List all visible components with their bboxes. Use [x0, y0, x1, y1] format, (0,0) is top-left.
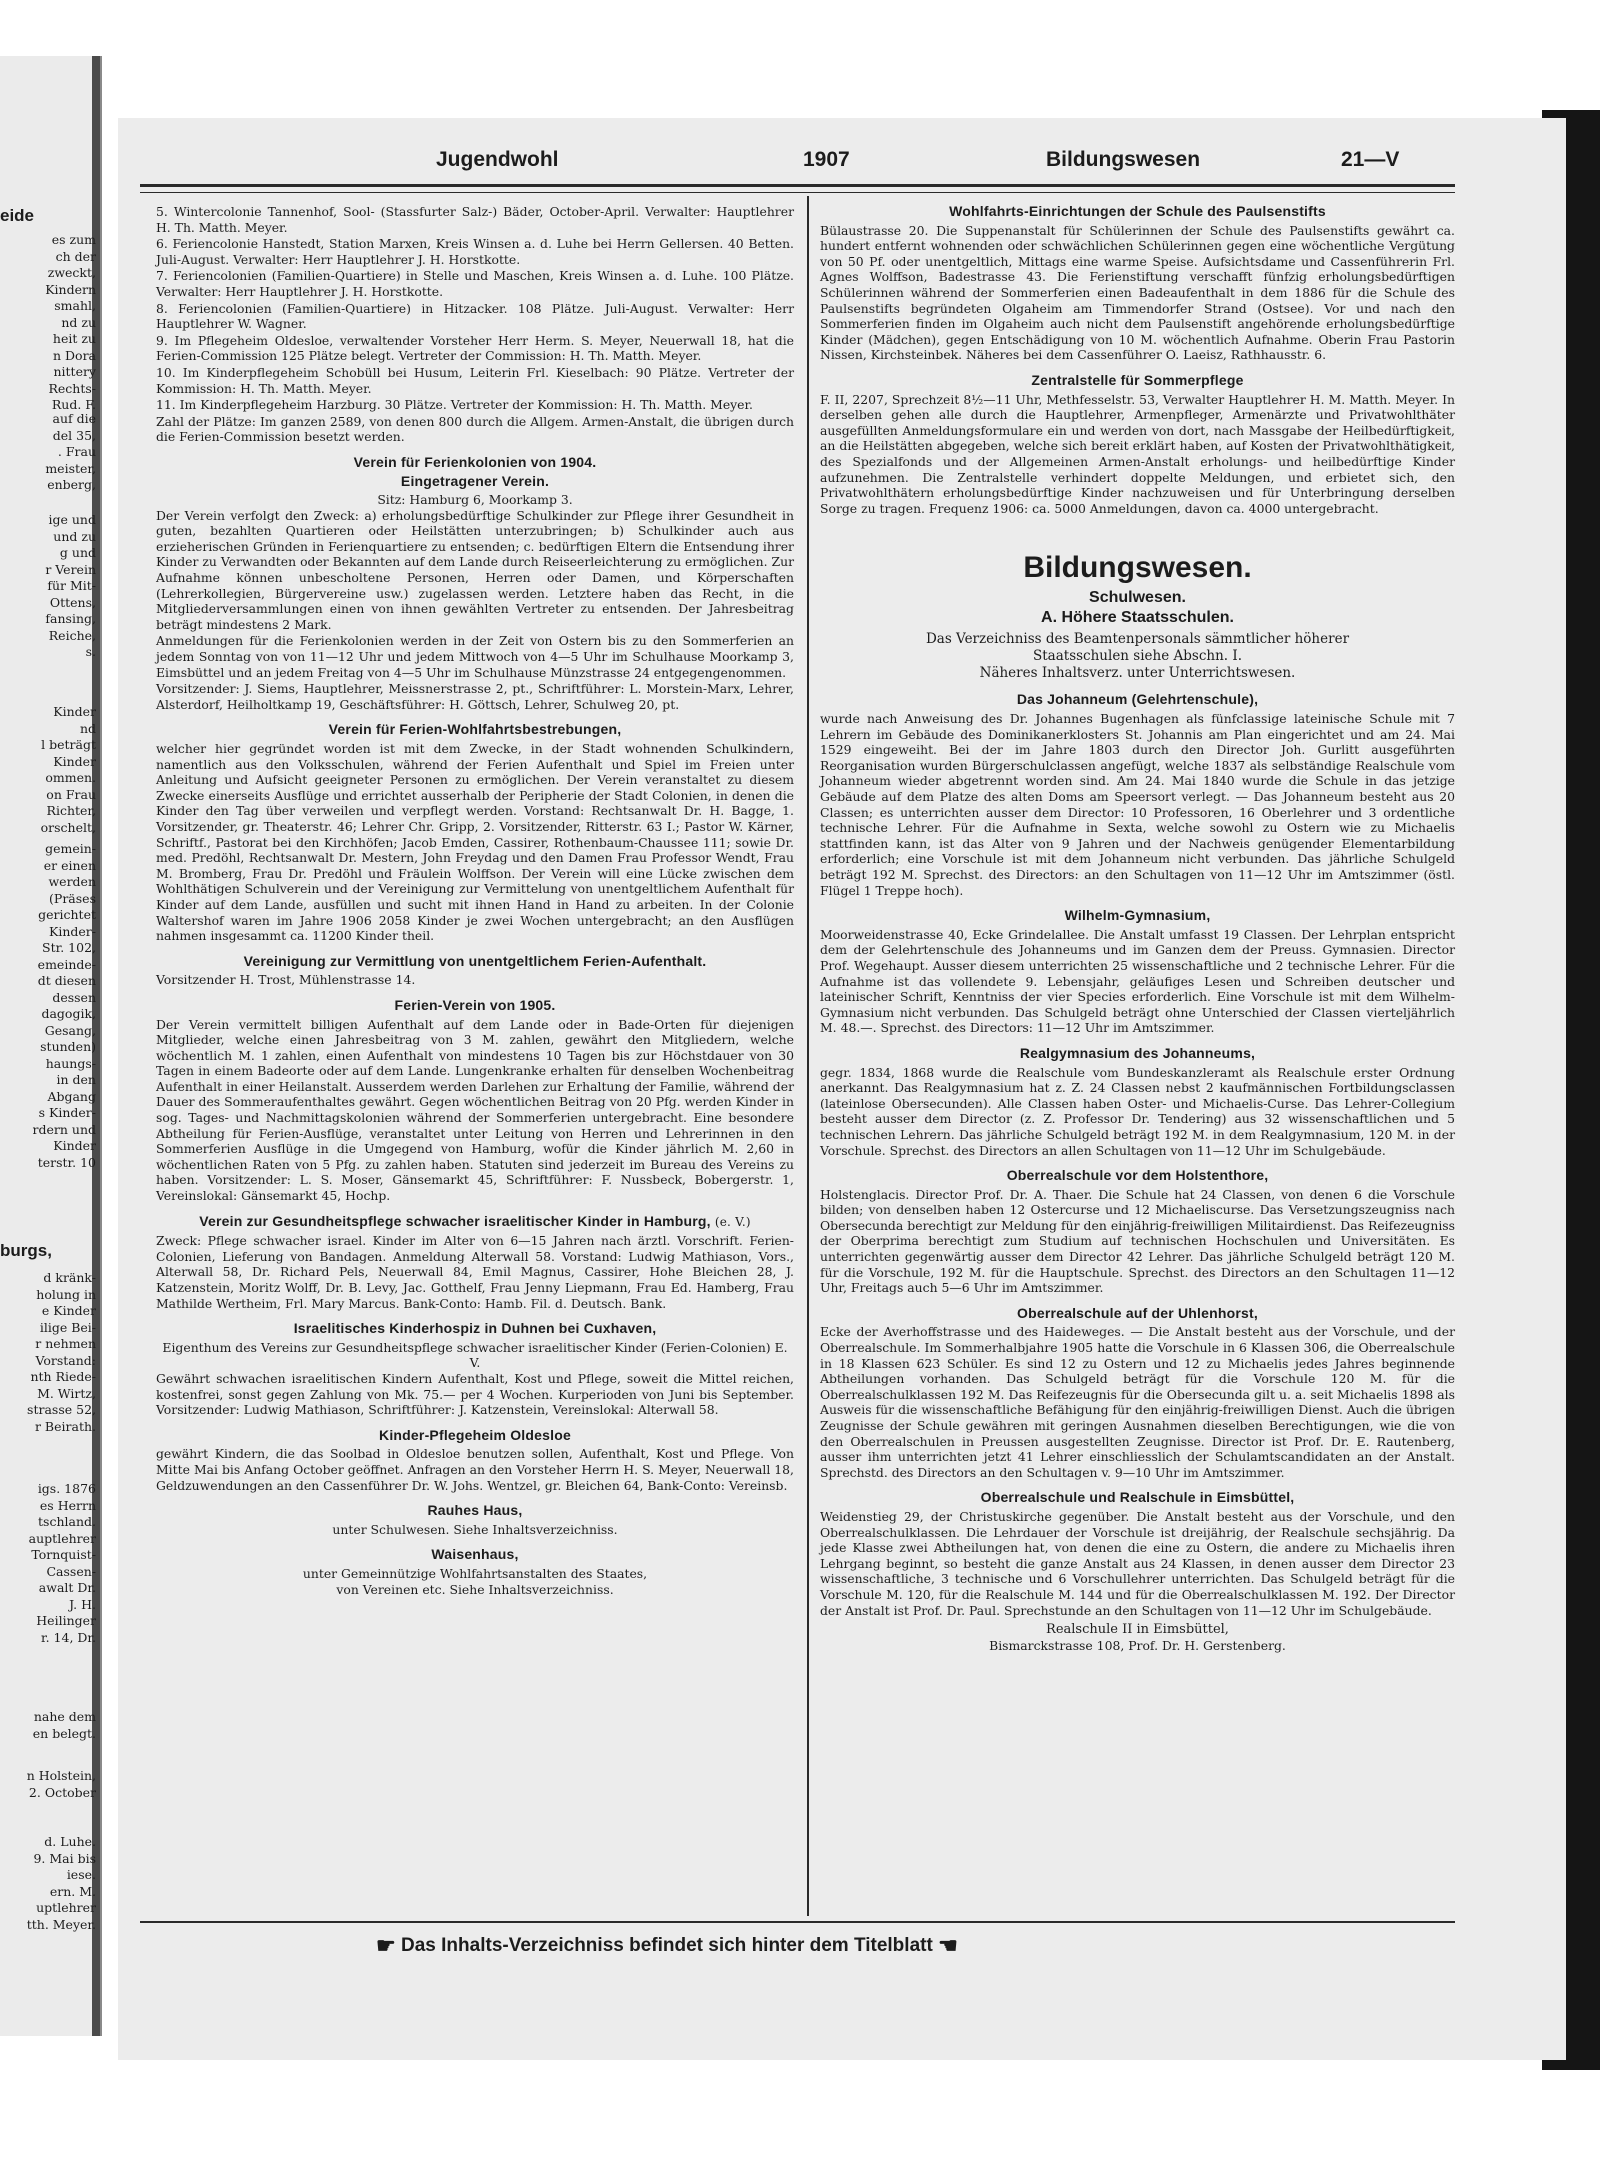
book-page [118, 118, 1566, 2060]
paragraph: welcher hier gegründet worden ist mit dem Zwecke, in der Stadt wohnenden Schulkindern, namentlich aus den Volksschulen, während der Ferien Aufenthalt und Spiel im Freien unter Anleitung und Aufsicht geeigneter Personen zu ermöglichen. Der Verein veranstaltet zu diesem Zwecke einerseits Ausflüge und errichtet ausserhalb der Peripherie der Stadt Colonien, in denen die Kinder den Tag über verweilen und verpflegt werden. Vorstand: Rechtsanwalt Dr. H. Bagge, 1. Vorsitzender, gr. Theaterstr. 46; Lehrer Chr. Gripp, 2. Vorsitzender, Ritterstr. 63 I.; Pastor W. Kärner, Schriftf., Pastorat bei den Kirchhöfen; Jacob Emden, Cassirer, Rothenbaum-Chaussee 111; sowie Dr. med. Predöhl, Rechtsanwalt Dr. Mestern, John Freydag und den Damen Frau Professor Wendt, Frau M. Bromberg, Frau Dr. Predöhl und Fräulein Wolffson. Der Verein will eine Lücke zwischen dem Wohlthätigen Schulverein und der Vereinigung zur Vermittelung von unentgeltlichem Aufenthalt für Kinder auf dem Lande, ausfüllen und sucht mit ihnen Hand in Hand zu arbeiten. In der Colonie Waltershof waren im Jahre 1906 2058 Kinder je zwei Wochen untergebracht; an den Ausflügen nahmen insgesammt ca. 11200 Kinder theil. [156, 741, 794, 944]
previous-page-fragment [0, 56, 102, 2036]
paragraph: 6. Feriencolonie Hanstedt, Station Marxen, Kreis Winsen a. d. Luhe bei Herrn Gellersen. 40 Betten. Juli-August. Verwalter: Herr Hauptlehrer J. H. Horstkotte. [156, 236, 794, 267]
text-line: r Beirath. [34, 1418, 96, 1434]
text-line: Kindern [45, 281, 96, 297]
paragraph: 5. Wintercolonie Tannenhof, Sool- (Stassfurter Salz-) Bäder, October-April. Verwalter: Hauptlehrer H. Th. Matth. Meyer. [156, 204, 794, 235]
text-line: iese. [66, 1867, 96, 1882]
right-column [820, 204, 1455, 1653]
text-line: d. Luhe. [44, 1834, 96, 1849]
footer-notice [376, 1933, 1276, 1963]
running-head [118, 148, 1566, 178]
section-title-text: Verein zur Gesundheitspflege schwacher israelitischer Kinder in Hamburg, [199, 1212, 711, 1229]
text-line: Näheres Inhaltsverz. unter Unterrichtswesen. [979, 665, 1296, 682]
paragraph: Bülaustrasse 20. Die Suppenanstalt für Schülerinnen der Schule des Paulsenstifts gewährt ca. hundert entfernt wohnenden oder schwächlichen Schülerinnen gegen eine wöchentliche Vergütung von 50 Pf. oder unentgeltlich, Mittags eine warme Speise. Aufsichtsdame und Cassenführerin Frl. Agnes Wolffson, Badestrasse 43. Die Ferienstiftung verschafft fünfzig erholungsbedürftigen Schülerinnen während der Sommerferien einen Badeaufenthalt in dem 1886 für die Schule des Paulsenstifts begründeten Olgaheim am Timmendorfer Strand (Ostsee). Vor und nach den Sommerferien finden im Olgaheim auch nicht dem Paulsenstift angehörende erholungsbedürftige Kinder (Mädchen), gegen Entschädigung von 10 M. wöchentlich Aufnahme. Oberin Frau Pastorin Nissen, Kirchsteinbek. Näheres bei dem Cassenführer O. Laeisz, Rathhausstr. 6. [820, 222, 1455, 363]
text-line: enberg, [47, 477, 96, 492]
paragraph: Vorsitzender: J. Siems, Hauptlehrer, Meissnerstrasse 2, pt., Schriftführer: L. Morstein-Marx, Lehrer, Alsterdorf, Heilholtkamp 19, Geschäftsführer: H. Göttsch, Lehrer, Schulweg 20, pt. [156, 681, 794, 712]
text-line: ern. M. [49, 1883, 96, 1899]
school-body [820, 927, 1455, 1036]
text-line: M. Wirtz, [37, 1385, 96, 1401]
paragraph: 9. Im Pflegeheim Oldesloe, verwaltender Vorsteher Herr Herm. S. Meyer, Neuerwall 18, hat die Ferien-Commission 125 Plätze belegt. Vertreter der Commission: H. Th. Matth. Meyer. [156, 332, 794, 364]
paragraph: Zweck: Pflege schwacher israel. Kinder im Alter von 6—15 Jahren nach ärztl. Vorschrift. Ferien-Colonien, Lieferung von Bandagen. Anmeldung Alterwall 58. Vorstand: Ludwig Mathiason, Vors., Alterwall 58, Dr. Richard Pels, Neuerwall 84, Emil Magnus, Cassirer, Hohe Bleichen 28, J. Katzenstein, Moritz Wolff, Dr. B. Levy, Jac. Gotthelf, Frau Jenny Liepmann, Frau Ed. Hamberg, Frau Mathilde Wertheim, Frl. Mary Marcus. Bank-Conto: Hamb. Fil. d. Deutsch. Bank. [156, 1233, 794, 1311]
text-line: 9. Mai bis [33, 1850, 96, 1866]
text-line: emeinde- [37, 956, 96, 972]
text-line: n Holstein, [26, 1768, 96, 1783]
section-title: Vereinigung zur Vermittlung von unentgeltlichem Ferien-Aufenthalt. [243, 952, 707, 969]
text-line: Rud. F. [51, 397, 96, 412]
text-line: Str. 102, [42, 940, 96, 955]
text-line: haungs- [45, 1055, 96, 1071]
text-line: ige und [48, 512, 96, 527]
text-line: es Herrn [39, 1497, 96, 1513]
section-title: Ferien-Verein von 1905. [394, 996, 556, 1013]
text-line: on Frau [46, 786, 96, 802]
text-line: auptlehrer [28, 1530, 96, 1546]
text-line: e Kinder [41, 1303, 96, 1318]
prev-page-text-block [0, 1834, 100, 1933]
text-line: en belegt. [32, 1725, 96, 1741]
text-line: ch der [55, 248, 96, 264]
header-rule [140, 184, 1455, 187]
text-line: igs. 1876 [37, 1481, 96, 1496]
paragraph: F. II, 2207, Sprechzeit 8½—11 Uhr, Methfesselstr. 53, Verwalter Hauptlehrer H. M. Matth. Meyer. In derselben gehen alle durch die Hauptlehrer, Armenpfleger, Armenärzte und Privatwohlthäter ausgefüllten Anmeldungsformulare ein und werden von dort, nach Massgabe der Heilbedürftigkeit, an die Heilstätten abgegeben, welche sich bereit erklärt haben, auf Kosten der Privatwohlthätigkeit, des Spezialfonds und der Allgemeinen Armen-Anstalt erholungs- und heilbedürftige Kinder aufzunehmen. Die Zentralstelle verhindert doppelte Meldungen, und erbietet sich, den Privatwohlthätern erholungsbedürftige Kinder nachzuweisen und für Unterbringung derselben Sorge zu tragen. Frequenz 1906: ca. 5000 Anmeldungen, davon ca. 4000 untergebracht. [820, 391, 1455, 516]
text-line: Kinder [53, 753, 96, 769]
text-line: in den [56, 1072, 96, 1087]
text-line: n Dora [53, 347, 96, 363]
text-line: r Verein [45, 561, 96, 577]
school-address: Bismarckstrasse 108, Prof. Dr. H. Gerstenberg. [989, 1637, 1286, 1653]
prev-page-text-block [0, 1270, 100, 1435]
school-body [820, 1187, 1455, 1296]
prev-page-heading: burgs, [0, 1241, 52, 1260]
school-title: Das Johanneum (Gelehrtenschule), [1016, 691, 1259, 708]
section-subtitle: Eingetragener Verein. [400, 472, 550, 489]
pointing-hand-right-icon: ☛ [376, 1933, 396, 1958]
school-title: Oberrealschule und Realschule in Eimsbüttel, [980, 1489, 1295, 1506]
text-line: g und [59, 545, 96, 560]
section-title: Rauhes Haus, [427, 1502, 523, 1519]
paragraph: 7. Feriencolonien (Familien-Quartiere) in Stelle und Maschen, Kreis Winsen a. d. Luhe. 100 Plätze. Verwalter: Herr Hauptlehrer J. H. Horstkotte. [156, 268, 794, 299]
intro-note [820, 631, 1455, 682]
text-line: nd [79, 720, 96, 736]
text-line: Abgang [47, 1088, 96, 1104]
text-line: meister, [45, 460, 96, 476]
text-line: für Mit- [47, 578, 96, 593]
text-line: orschelt, [40, 819, 96, 835]
text-line: Vorstand: [35, 1352, 96, 1368]
running-head-year: 1907 [803, 148, 850, 171]
paragraph: 11. Im Kinderpflegeheim Harzburg. 30 Plätze. Vertreter der Kommission: H. Th. Matth. Meyer. [156, 397, 753, 413]
text-line: Das Verzeichniss des Beamtenpersonals sämmtlicher höherer [925, 631, 1350, 648]
prev-page-text-block [0, 411, 100, 494]
section-title: Verein für Ferien-Wohlfahrtsbestrebungen, [328, 721, 622, 738]
prev-page-text-block [0, 512, 100, 661]
section-body [156, 1017, 794, 1204]
paragraph: 8. Feriencolonien (Familien-Quartiere) in Hitzacker. 108 Plätze. Juli-August. Verwalter: Herr Hauptlehrer W. Wagner. [156, 300, 794, 332]
text-line: uptlehrer [36, 1900, 96, 1915]
paragraph: Der Verein vermittelt billigen Aufenthalt auf dem Lande oder in Bade-Orten für diejenigen Mitglieder, welche einen Jahresbeitrag von 3 M. zahlen, gewährt den Mitgliedern, welche wöchentlich M. 1 zahlen, einen Aufenthalt von mindestens 10 Tagen bis zur Höchstdauer von 30 Tagen in einem Badeorte oder auf dem Lande. Lungenkranke erhalten für denselben Wochenbeitrag Aufenthalt in einer Heilanstalt. Ausserdem werden Darlehen zur Erhaltung der Familie, während der Dauer des Sommeraufenthaltes gewährt. Gegen wöchentlichen Beitrag von 20 Pfg. werden Kinder in sog. Tages- und Nachmittagskolonien während der Sommerferien untergebracht. Eine besondere Abtheilung für Ferien-Ausflüge, veranstaltet unter Leitung von Herren und Lehrerinnen in den Sommerferien Ausflüge in die Umgegend von Hamburg, wofür die Kinder jährlich M. 2,60 in wöchentlichen Raten von 5 Pfg. zu zahlen haben. Statuten sind jederzeit im Bureau des Vereins zu haben. Vorsitzender: L. S. Moser, Gänsemarkt 45, Schriftführer: F. Nussbeck, Bobergerstr. 1, Vereinslokal: Gänsemarkt 45, Hochp. [156, 1016, 794, 1204]
text-line: . Frau [57, 444, 96, 459]
colonies-list [156, 204, 794, 445]
text-line: r nehmen [35, 1336, 96, 1351]
text-line: rdern und [32, 1121, 96, 1137]
text-line: Gesang, [44, 1022, 96, 1038]
paragraph: Anmeldungen für die Ferienkolonien werden in der Zeit von Ostern bis zu den Sommerferien an jedem Sonntag von von 11—12 Uhr und jedem Mittwoch von 4—5 Uhr im Schulhause Moorkamp 3, Eimsbüttel und an jedem Freitag von 4—5 Uhr im Schulhause Münzstrasse 24 entgegengenommen. [156, 633, 794, 680]
section-title: Israelitisches Kinderhospiz in Duhnen bei Cuxhaven, [293, 1320, 657, 1337]
page-number: 21—V [1341, 148, 1400, 171]
section-body [156, 1371, 794, 1418]
cross-reference: von Vereinen etc. Siehe Inhaltsverzeichniss. [336, 1581, 614, 1597]
text-line: d kränk- [43, 1270, 96, 1285]
paragraph: 10. Im Kinderpflegeheim Schobüll bei Husum, Leiterin Frl. Kieselbach: 90 Plätze. Vertreter der Kommission: H. Th. Matth. Meyer. [156, 364, 794, 396]
prev-page-text-block [0, 1481, 100, 1646]
prev-page-text-block [0, 841, 100, 1171]
text-line: s. [85, 644, 96, 659]
paragraph: wurde nach Anweisung des Dr. Johannes Bugenhagen als fünfclassige lateinische Schule mit 7 Lehrern im Gebäude des Dominikanerklosters St. Johannis am Plan eingerichtet und am 24. Mai 1529 eingeweiht. Bei der im Jahre 1803 durch den Director Joh. Gurlitt ausgeführten Reorganisation wurden Bürgerschulclassen angefügt, welche 1837 als selbständige Realschule vom Johanneum wieder abgetrennt worden sind. Am 24. Mai 1840 wurde die Schule in das jetzige Gebäude auf dem Platze des alten Doms am Speersort verlegt. — Das Johanneum besteht aus 20 Classen; es unterrichten ausser dem Director: 10 Professoren, 16 Oberlehrer und 3 ordentliche technische Lehrer. Für die Aufnahme in Sexta, welche sowohl zu Ostern wie zu Michaelis stattfinden kann, ist das Alter von 9 Jahren und der Nachweis genügender Elementarbildung erforderlich; eine Vorschule ist mit dem Johanneum nicht verbunden. Das jährliche Schulgeld beträgt 192 M. Sprechst. des Directors: an den Schultagen von 11—12 Uhr im Amtszimmer (östl. Flügel 1 Treppe hoch). [820, 711, 1455, 898]
school-body [820, 711, 1455, 898]
text-line: ilige Bei- [39, 1319, 96, 1335]
header-rule-thin [140, 192, 1455, 193]
paragraph: Ecke der Averhoffstrasse und des Haideweges. — Die Anstalt besteht aus der Vorschule, und der Oberrealschule. Im Sommerhalbjahre 1905 hatte die Vorschule in 6 Klassen 306, die Oberrealschule in 18 Klassen 623 Schüler. Es sind 12 zu Ostern und 12 zu Michaelis jedes Jahres beginnende Abtheilungen vorhanden. Das Schulgeld beträgt für die Vorschule 120 M. für die Oberrealschulklassen 192 M. Das Reifezeugnis für die Obersecunda gilt u. a. seit Michaelis 1898 als Ausweis für die wissenschaftliche Befähigung für den einjährig-freiwilligen Dienst. Auch die übrigen Zeugnisse der Schule gewähren mit geringen Ausnahmen dieselben Berechtigungen, wie die von den Oberrealschulen in Preussen ausgestellten Zeugnisse. Director ist Prof. Dr. E. Rautenberg, ausser ihm unterrichten jetzt 41 Lehrer einschliesslich der Schulamtscandidaten an der Anstalt. Sprechstd. des Directors an den Schultagen v. 9—10 Uhr im Amtszimmer. [820, 1324, 1455, 1480]
text-line: smahl, [54, 298, 96, 313]
section-body [156, 741, 794, 944]
text-line: Rechts- [48, 380, 96, 396]
running-head-left: Jugendwohl [436, 148, 559, 171]
paragraph: Der Verein verfolgt den Zweck: a) erholungsbedürftige Schulkinder zur Pflege ihrer Gesundheit in guten, bezahlten Quartieren oder Heilstätten unterzubringen; b) Schulkinder auch aus erzieherischen Gründen in Ferienquartiere zu entsenden; c. bedürftigen Eltern die Entsendung ihrer Kinder zu Verwandten oder Bekannten auf dem Lande durch Reiseerleichterung zu ermöglichen. Zur Aufnahme können unbescholtene Personen, Herren oder Damen, und Körperschaften (Lehrerkollegien, Bürgervereine usw.) zugelassen werden. Letztere haben das Recht, in die Mitgliederversammlungen einen von ihnen gewählten Vertreter zu entsenden. Der Jahresbeitrag beträgt mindestens 2 Mark. [156, 507, 794, 632]
text-line: gerichtet [38, 907, 96, 922]
prev-page-heading: eide [0, 206, 35, 225]
section-body [820, 223, 1455, 363]
school-body [820, 1324, 1455, 1480]
text-line: 2. October [28, 1784, 96, 1800]
school-title: Realgymnasium des Johanneums, [1019, 1044, 1256, 1061]
footer-text: Das Inhalts-Verzeichniss befindet sich hinter dem Titelblatt [401, 1935, 933, 1957]
school-title: Realschule II in Eimsbüttel, [1046, 1622, 1229, 1638]
school-title: Wilhelm-Gymnasium, [1064, 907, 1211, 924]
section-title: Waisenhaus, [431, 1546, 519, 1563]
section-subtitle: Eigenthum des Vereins zur Gesundheitspflege schwacher israelitischer Kinder (Ferien-Colonien) E. V. [162, 1339, 788, 1371]
school-title: Oberrealschule auf der Uhlenhorst, [1017, 1304, 1258, 1321]
text-line: Kinder [53, 704, 96, 719]
text-line: ommen. [45, 770, 96, 785]
text-line: terstr. 10 [37, 1154, 96, 1170]
text-line: dagogik, [41, 1006, 96, 1021]
section-body [156, 972, 794, 988]
column-divider [807, 196, 809, 1916]
section-body [156, 508, 794, 713]
text-line: Kinder- [49, 923, 96, 939]
prev-page-text-block [0, 1709, 100, 1742]
text-line: und zu [53, 528, 96, 544]
cross-reference: unter Schulwesen. Siehe Inhaltsverzeichniss. [332, 1521, 618, 1537]
text-line: heit zu [52, 331, 96, 346]
paragraph: gegr. 1834, 1868 wurde die Realschule vom Bundeskanzleramt als Realschule erster Ordnung anerkannt. Das Realgymnasium hat z. Z. 24 Classen nebst 2 kaufmännischen Fortbildungsclassen (lateinlose Obersecunden). Alle Classen haben Oster- und Michaelis-Curse. Das Lehrer-Collegium besteht ausser dem Director (z. Z. Professor Dr. Tendering) aus 32 wissenschaftlichen und 5 technischen Lehrern. Das jährliche Schulgeld beträgt 192 M. in dem Realgymnasium, 120 M. in der Vorschule. Sprechst. des Directors an allen Schultagen von 11—12 Uhr im Schulgebäude. [820, 1064, 1455, 1158]
left-column [156, 204, 794, 1597]
text-line: Richter, [46, 803, 96, 818]
text-line: Kinder [53, 1138, 96, 1153]
text-line: Reiche, [48, 627, 96, 643]
text-line: strasse 52, [27, 1402, 96, 1417]
section-title-suffix: (e. V.) [714, 1214, 751, 1229]
text-line: zweckt, [47, 265, 96, 280]
text-line: holung in [36, 1286, 96, 1302]
text-line: er einen [43, 857, 96, 873]
section-body [156, 1446, 794, 1493]
text-line: s Kinder- [38, 1105, 96, 1120]
school-title: Oberrealschule vor dem Holstenthore, [1006, 1167, 1269, 1184]
cross-reference: unter Gemeinnützige Wohlfahrtsanstalten des Staates, [302, 1565, 648, 1581]
pointing-hand-left-icon: ☚ [938, 1933, 958, 1958]
text-line: Heilinger [36, 1613, 96, 1628]
text-line: werden [48, 874, 96, 889]
prev-page-text-block [0, 1768, 100, 1801]
paragraph: Gewährt schwachen israelitischen Kindern Aufenthalt, Kost und Pflege, soweit die Mittel reichen, kostenfrei, sonst gegen Zahlung von Mk. 75.— per 4 Wochen. Kurperioden von Juni bis September. Vorsitzender: Ludwig Mathiason, Schriftführer: J. Katzenstein, Vereinslokal: Alterwall 58. [156, 1370, 794, 1418]
text-line: (Präses [49, 890, 96, 906]
text-line: auf die [52, 411, 96, 426]
school-body [820, 1065, 1455, 1159]
text-line: Tornquist- [31, 1547, 96, 1562]
paragraph: Weidenstieg 29, der Christuskirche gegenüber. Die Anstalt besteht aus der Vorschule, und den Oberrealschulklassen. Die Lehrdauer der Vorschule ist dreijährig, der Realschule sechsjährig. Da jede Klasse zwei Abtheilungen hat, von denen die eine zu Ostern, die andere zu Michaelis ihren Lehrgang beginnt, so besteht die ganze Anstalt aus 24 Klassen, in denen ausser dem Director 23 wissenschaftliche, 3 technische und 6 Vorschullehrer unterrichten. Das Schulgeld beträgt für die Vorschule M. 120, für die Realschule M. 144 und für die Oberrealschulklassen M. 192. Der Director der Anstalt ist Prof. Dr. Paul. Sprechstunde an den Schultagen von 11—12 Uhr im Schulgebäude. [820, 1508, 1455, 1618]
main-heading: Bildungswesen. [1023, 551, 1252, 585]
subsection-heading: A. Höhere Staatsschulen. [1041, 608, 1234, 626]
text-line: Staatsschulen siehe Abschn. I. [1033, 648, 1242, 665]
section-heading: Schulwesen. [1089, 589, 1186, 607]
text-line: tschland. [38, 1514, 96, 1529]
text-line: nahe dem [33, 1709, 96, 1724]
text-line: stunden) [40, 1039, 96, 1054]
section-body [156, 1233, 794, 1311]
prev-page-text-block [0, 232, 100, 414]
text-line: Ottens, [49, 594, 96, 610]
text-line: r. 14, Dr. [41, 1629, 96, 1645]
section-address: Sitz: Hamburg 6, Moorkamp 3. [377, 492, 573, 508]
section-title: Wohlfahrts-Einrichtungen der Schule des Paulsenstifts [949, 203, 1326, 219]
paragraph: Moorweidenstrasse 40, Ecke Grindelallee. Die Anstalt umfasst 19 Classen. Der Lehrplan entspricht dem der Gelehrtenschule des Johanneums und im Ganzen dem der Preuss. Gymnasien. Director Prof. Wegehaupt. Ausser diesem unterrichten 25 wissenschaftliche und 2 technische Lehrer. Für die Aufnahme ist das vollendete 9. Lebensjahr, geläufiges Lesen und Schreiben deutscher und lateinischer Schrift, Kenntniss der vier Species erforderlich. Eine Vorschule ist mit dem Wilhelm-Gymnasium nicht verbunden. Das Schulgeld beträgt ohne Unterschied der Classen vierteljährlich M. 48.—. Sprechst. des Directors: 11—12 Uhr im Amtszimmer. [820, 926, 1455, 1036]
text-line: awalt Dr. [38, 1580, 96, 1595]
running-head-right: Bildungswesen [1046, 148, 1201, 171]
paragraph: Holstenglacis. Director Prof. Dr. A. Thaer. Die Schule hat 24 Classen, von denen 6 die Vorschule bilden; von denselben haben 12 Ostercurse und 12 Michaeliscurse. Das Versetzungszeugniss nach Obersecunda berechtigt zur Meldung für den einjährig-freiwilligen Militairdienst. Das Reifezeugniss der Oberprima berechtigt zum Studium auf technischen Hochschulen und Universitäten. Es unterrichten gegenwärtig ausser dem Director 42 Lehrer. Das jährliche Schulgeld beträgt 120 M. für die Vorschule, 192 M. für die Hauptschule. Sprechst. des Directors an den Schultagen 11—12 Uhr, Freitags auch 5—6 Uhr im Amtszimmer. [820, 1186, 1455, 1296]
section-body [820, 392, 1455, 517]
text-line: del 35, [52, 427, 96, 443]
section-title: Verein für Ferienkolonien von 1904. [353, 453, 597, 470]
text-line: J. H. [69, 1596, 96, 1612]
section-title: Zentralstelle für Sommerpflege [1031, 371, 1244, 388]
text-line: fansing, [45, 611, 96, 626]
text-line: nittery [53, 364, 96, 379]
text-line: l beträgt [41, 737, 96, 752]
prev-page-text-block [0, 704, 100, 836]
section-title: Kinder-Pflegeheim Oldesloe [379, 1426, 571, 1443]
text-line: nd zu [61, 314, 96, 330]
text-line: dessen [52, 989, 96, 1005]
school-body [820, 1509, 1455, 1618]
footer-rule [140, 1921, 1455, 1923]
paragraph: gewährt Kindern, die das Soolbad in Oldesloe benutzen sollen, Aufenthalt, Kost und Pflege. Von Mitte Mai bis Anfang October geöffnet. Anfragen an den Vorsteher Herrn H. S. Meyer, Neuerwall 18, Geldzuwendungen an den Cassenführer Dr. W. Johs. Wentzel, gr. Bleichen 64, Bank-Conto: Vereinsb. [156, 1446, 794, 1493]
text-line: nth Riede- [30, 1369, 96, 1384]
text-line: gemein- [45, 841, 96, 856]
text-line: es zum [51, 232, 96, 247]
text-line: tth. Meyer. [26, 1916, 96, 1932]
text-line: Cassen- [46, 1563, 96, 1579]
section-title [156, 1214, 794, 1231]
paragraph: Zahl der Plätze: Im ganzen 2589, von denen 800 durch die Allgem. Armen-Anstalt, die übrigen durch die Ferien-Commission besetzt werden. [156, 413, 794, 445]
paragraph: Vorsitzender H. Trost, Mühlenstrasse 14. [156, 972, 416, 988]
text-line: dt diesen [37, 973, 96, 988]
